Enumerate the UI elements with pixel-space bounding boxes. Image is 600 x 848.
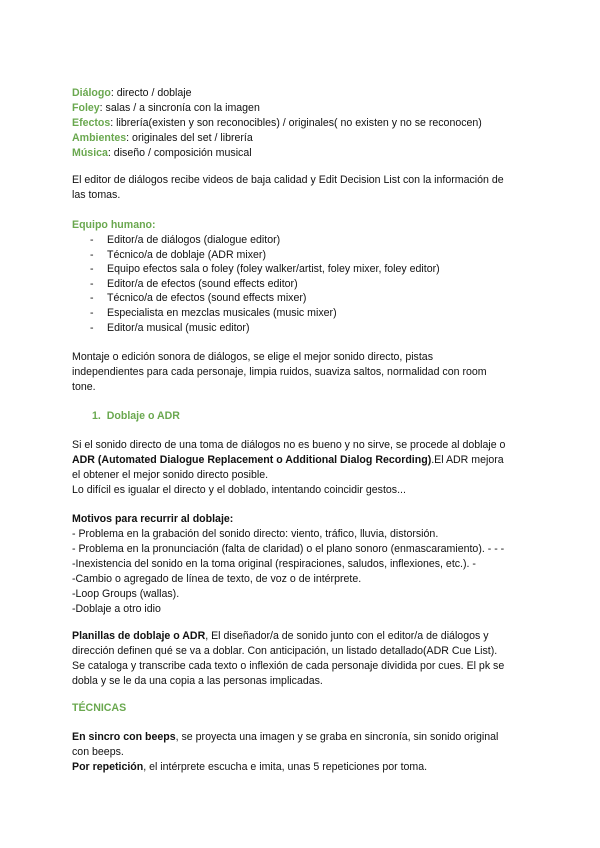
tecnicas-heading-text: TÉCNICAS <box>72 702 127 714</box>
paragraph-line: El editor de diálogos recibe videos de baja calidad y Edit Decision List con la información de <box>72 174 504 186</box>
list-item-text: Técnico/a de efectos (sound effects mixer) <box>107 292 307 305</box>
list-item-text: Editor/a de efectos (sound effects editor) <box>107 277 298 290</box>
motivos-section <box>72 512 532 617</box>
tecnica-beeps-cont: con beeps. <box>72 746 124 758</box>
section-heading <box>92 409 552 424</box>
tecnica-desc: , se proyecta una imagen y se graba en sincronía, sin sonido original <box>175 731 499 743</box>
category-desc: : originales del set / librería <box>126 132 253 144</box>
paragraph-line <box>72 629 532 644</box>
dash-bullet: - <box>90 263 94 276</box>
paragraph-line: las tomas. <box>72 189 121 201</box>
category-foley <box>72 101 532 116</box>
dash-bullet: - <box>90 248 94 261</box>
adr-term: ADR (Automated Dialogue Replacement o Additional Dialog Recording) <box>72 454 432 466</box>
dash-bullet: - <box>90 292 94 305</box>
paragraph-line: Montaje o edición sonora de diálogos, se elige el mejor sonido directo, pistas <box>72 351 433 363</box>
list-item-text: Editor/a de diálogos (dialogue editor) <box>107 234 281 246</box>
motivo-line: -Inexistencia del sonido en la toma original (respiraciones, saludos, inflexiones, etc.). - <box>72 558 476 570</box>
motivos-heading: Motivos para recurrir al doblaje: <box>72 513 234 525</box>
category-musica <box>72 146 532 161</box>
tecnica-repeticion <box>72 760 532 775</box>
tecnicas-list <box>72 730 532 775</box>
list-item <box>90 306 440 321</box>
list-item <box>90 233 440 248</box>
adr-paragraph <box>72 438 532 498</box>
section-title: Doblaje o ADR <box>106 410 180 422</box>
paragraph-line: dobla y se le da una copia a las personas implicadas. <box>72 675 323 687</box>
category-desc: : diseño / composición musical <box>107 147 252 159</box>
paragraph-line: Se cataloga y transcribe cada texto o inflexión de cada personaje dividida por cues. El pk se <box>72 660 505 672</box>
category-ambientes <box>72 131 532 146</box>
category-term: Foley <box>72 102 100 114</box>
dash-bullet: - <box>90 234 94 246</box>
tecnica-desc: , el intérprete escucha e imita, unas 5 repeticiones por toma. <box>143 761 428 773</box>
tecnica-term: En sincro con beeps <box>72 731 176 743</box>
list-item-text: Especialista en mezclas musicales (music mixer) <box>107 306 337 319</box>
team-heading <box>72 218 532 233</box>
paragraph-line <box>72 453 532 468</box>
motivo-line: -Doblaje a otro idio <box>72 603 161 615</box>
list-item <box>90 277 440 292</box>
motivo-line: - Problema en la pronunciación (falta de claridad) o el plano sonoro (enmascaramiento). - - - <box>72 543 505 555</box>
paragraph-line: dirección definen qué se va a doblar. Con anticipación, un listado detallado(ADR Cue List). <box>72 645 498 657</box>
adr-rest: .El ADR mejora <box>431 454 504 466</box>
motivo-line: -Cambio o agregado de línea de texto, de voz o de intérprete. <box>72 573 362 585</box>
planillas-term: Planillas de doblaje o ADR <box>72 630 206 642</box>
dash-bullet: - <box>90 277 94 290</box>
tecnicas-heading <box>72 701 532 716</box>
category-term: Efectos <box>72 117 111 129</box>
team-heading-text: Equipo humano: <box>72 219 156 231</box>
list-item <box>90 248 440 263</box>
team-list <box>90 233 440 335</box>
paragraph-line: Lo difícil es igualar el directo y el doblado, intentando coincidir gestos... <box>72 484 406 496</box>
paragraph-line: el obtener el mejor sonido directo posible. <box>72 469 269 481</box>
tecnica-beeps <box>72 730 532 745</box>
category-desc: : librería(existen y son reconocibles) / originales( no existen y no se reconocen) <box>110 117 482 129</box>
list-item <box>90 291 440 306</box>
montaje-paragraph <box>72 350 532 395</box>
list-item <box>90 262 440 277</box>
list-item-text: Técnico/a de doblaje (ADR mixer) <box>107 248 266 261</box>
paragraph-line: independientes para cada personaje, limpia ruidos, suaviza saltos, normalidad con room <box>72 366 487 378</box>
list-item-text: Equipo efectos sala o foley (foley walker/artist, foley mixer, foley editor) <box>107 263 440 276</box>
list-item-text: Editor/a musical (music editor) <box>107 321 250 334</box>
category-term: Ambientes <box>72 132 127 144</box>
list-item <box>90 321 440 336</box>
editor-paragraph <box>72 173 532 203</box>
planillas-paragraph <box>72 629 532 689</box>
motivo-line: - Problema en la grabación del sonido directo: viento, tráfico, lluvia, distorsión. <box>72 528 439 540</box>
category-desc: : salas / a sincronía con la imagen <box>99 102 260 114</box>
planillas-rest: , El diseñador/a de sonido junto con el editor/a de diálogos y <box>205 630 489 642</box>
category-term: Diálogo <box>72 87 111 99</box>
dash-bullet: - <box>90 321 94 334</box>
paragraph-line: Si el sonido directo de una toma de diálogos no es bueno y no sirve, se procede al doblaje o <box>72 439 506 451</box>
category-dialogo <box>72 86 532 101</box>
category-term: Música <box>72 147 108 159</box>
tecnica-term: Por repetición <box>72 761 144 773</box>
motivo-line: -Loop Groups (wallas). <box>72 588 180 600</box>
paragraph-line: tone. <box>72 381 96 393</box>
dash-bullet: - <box>90 306 94 319</box>
category-efectos <box>72 116 532 131</box>
section-number: 1. <box>92 410 101 422</box>
sound-categories <box>72 86 532 161</box>
category-desc: : directo / doblaje <box>110 87 192 99</box>
